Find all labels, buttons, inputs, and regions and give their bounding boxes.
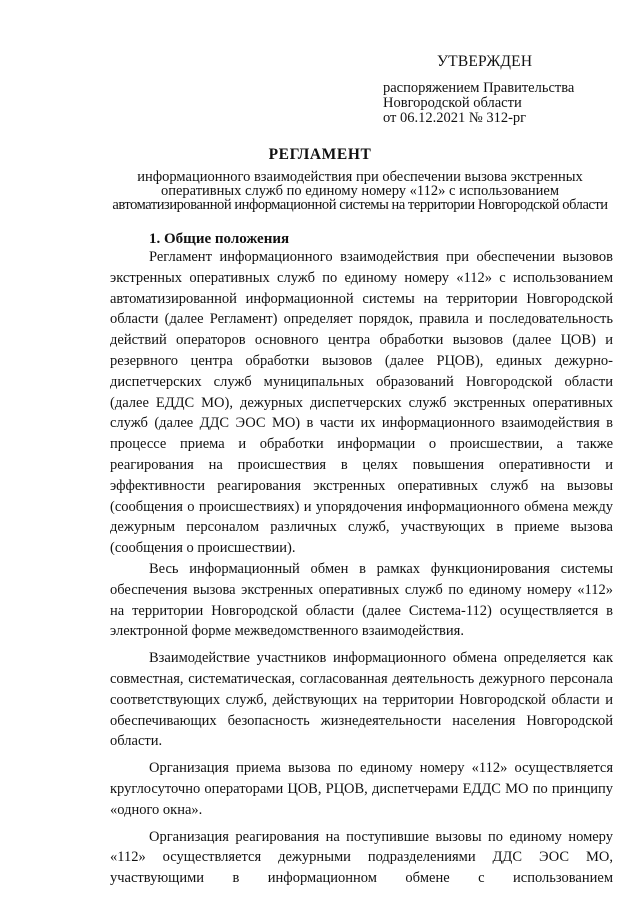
body-paragraph: Организация приема вызова по единому номеру «112» осуществляется круглосуточно операторами ЦОВ, РЦОВ, диспетчерами ЕДДС МО по принципу «одного окна». xyxy=(110,760,613,818)
approval-authority-line: распоряжением Правительства xyxy=(383,80,575,96)
approval-date-number-line: от 06.12.2021 № 312-рг xyxy=(383,110,527,126)
document-subtitle xyxy=(110,170,610,212)
subtitle-line: оперативных служб по единому номеру «112» с использованием xyxy=(160,183,560,199)
subtitle-line: автоматизированной информационной системы на территории Новгородской области xyxy=(112,197,608,213)
approval-region-line: Новгородской области xyxy=(383,95,522,111)
body-paragraph: Регламент информационного взаимодействия при обеспечении вызовов экстренных оперативных служб по единому номеру «112» с использованием автоматизированной информационной системы на территории Новгородской области (далее Регламент) определяет порядок, правила и последовательность действий операторов основного центра обработки вызовов (далее ЦОВ) и резервного центра обработки вызовов (далее РЦОВ), единых дежурно-диспетчерских служб муниципальных образований Новгородской области (далее ЕДДС МО), дежурных диспетчерских служб экстренных оперативных служб (далее ДДС ЭОС МО) в части их информационного взаимодействия в процессе приема и обработки информации о происшествии, а также реагирования на происшествия в целях повышения оперативности и эффективности реагирования экстренных оперативных служб на вызовы (сообщения о происшествиях) и упорядочения информационного обмена между дежурным персоналом различных служб, участвующих в приеме вызова (сообщения о происшествии). xyxy=(110,249,613,557)
body-paragraph: Взаимодействие участников информационного обмена определяется как совместная, систематическая, согласованная деятельность дежурного персонала соответствующих служб, действующих на территории Новгородской области и обеспечивающих безопасность жизнедеятельности населения Новгородской области. xyxy=(110,650,613,750)
approval-stamp-title: УТВЕРЖДЕН xyxy=(437,53,533,70)
body-paragraph: Весь информационный обмен в рамках функционирования системы обеспечения вызова экстренных оперативных служб по единому номеру «112» на территории Новгородской области (далее Система-112) осуществляется в электронной форме межведомственного взаимодействия. xyxy=(110,560,613,640)
approval-block xyxy=(383,54,623,126)
body-paragraph: Организация реагирования на поступившие вызовы по единому номеру «112» осуществляется дежурными подразделениями ДДС ЭОС МО, участвующими в информационном обмене с использованием xyxy=(110,828,613,887)
document-title: РЕГЛАМЕНТ xyxy=(268,146,372,163)
section-heading: 1. Общие положения xyxy=(149,231,290,247)
section-body xyxy=(110,247,613,889)
subtitle-line: информационного взаимодействия при обеспечении вызова экстренных xyxy=(137,169,583,185)
